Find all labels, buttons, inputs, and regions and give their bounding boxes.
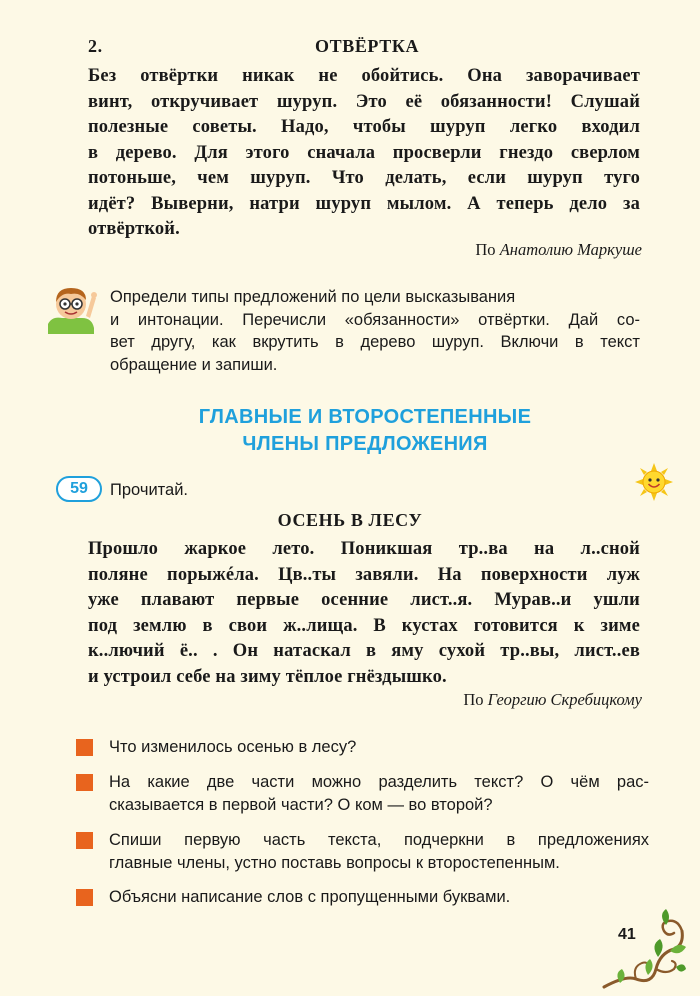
task-text	[110, 286, 640, 376]
question-item	[76, 886, 646, 910]
text-line: винт, откручивает шуруп. Это её обязанности! Слушай	[88, 91, 640, 112]
heading-line-2: ЧЛЕНЫ ПРЕДЛОЖЕНИЯ	[242, 433, 488, 455]
square-bullet-icon	[76, 739, 93, 756]
question-line: главные члены, устно поставь вопросы к второстепенным.	[109, 853, 560, 872]
task-line: обращение и запиши.	[110, 355, 278, 374]
text-line: потоньше, чем шуруп. Что делать, если шуруп туго	[88, 168, 640, 188]
question-line: Спиши первую часть текста, подчеркни в предложениях	[109, 831, 649, 849]
text-line: отвёрткой.	[88, 219, 180, 239]
question-text	[109, 736, 649, 759]
floral-ornament-icon	[596, 905, 688, 991]
author-attribution	[463, 690, 642, 710]
question-item	[76, 771, 649, 817]
author-prefix: По	[463, 690, 484, 709]
question-line: Что изменилось осенью в лесу?	[109, 738, 357, 756]
author-name: Анатолию Маркуше	[499, 240, 642, 259]
exercise-instruction: Прочитай.	[110, 481, 189, 499]
author-name: Георгию Скребицкому	[487, 690, 642, 709]
exercise-title: ОСЕНЬ В ЛЕСУ	[277, 510, 423, 530]
text-line: идёт? Выверни, натри шуруп мылом. А теперь дело за	[88, 193, 640, 214]
section-number: 2.	[88, 36, 103, 56]
text-osen-v-lesu	[88, 537, 640, 690]
text-line: в дерево. Для этого сначала просверли гнездо сверлом	[88, 142, 640, 163]
question-text	[109, 771, 649, 816]
text-otvertka	[88, 64, 640, 243]
text-line: Прошло жаркое лето. Поникшая тр..ва на л..сной	[88, 539, 640, 559]
author-attribution	[475, 240, 642, 260]
question-line: сказывается в первой части? О ком — во второй?	[109, 795, 493, 814]
task-line: вет другу, как вкрутить в дерево шуруп. Включи в текст	[110, 333, 640, 351]
question-line: Объясни написание слов с пропущенными буквами.	[109, 888, 511, 906]
smiling-sun-icon	[634, 462, 674, 502]
exercise-number: 59	[70, 480, 88, 497]
task-line: и интонации. Перечисли «обязанности» отвёртки. Дай со-	[110, 310, 640, 329]
boy-with-glasses-icon	[42, 282, 100, 334]
heading-line-1: ГЛАВНЫЕ И ВТОРОСТЕПЕННЫЕ	[198, 406, 532, 428]
text-line: к..лючий ё.. . Он натаскал в яму сухой тр..вы, лист..ев	[88, 641, 640, 661]
square-bullet-icon	[76, 774, 93, 791]
question-line: На какие две части можно разделить текст? О чём рас-	[109, 773, 649, 791]
exercise-number-badge	[56, 476, 102, 502]
task-line: Определи типы предложений по цели высказывания	[110, 288, 516, 306]
question-item	[76, 736, 646, 760]
text-line: Без отвёртки никак не обойтись. Она заворачивает	[88, 66, 640, 86]
text-line: поляне порыжéла. Цв..ты завяли. На поверхности луж	[88, 564, 640, 585]
question-item	[76, 829, 649, 875]
text-line: под землю в свои ж..лища. В кустах готовится к зиме	[88, 615, 640, 636]
square-bullet-icon	[76, 889, 93, 906]
text-line: уже плавают первые осенние лист..я. Мурав..и ушли	[88, 590, 640, 610]
page-number: 41	[618, 926, 636, 943]
text-line: полезные советы. Надо, чтобы шуруп легко входил	[88, 117, 640, 137]
section-title: ОТВЁРТКА	[315, 36, 420, 56]
question-text	[109, 829, 649, 874]
square-bullet-icon	[76, 832, 93, 849]
question-text	[109, 886, 649, 909]
text-line: и устроил себе на зиму тёплое гнёздышко.	[88, 666, 447, 687]
section-heading	[90, 404, 640, 458]
author-prefix: По	[475, 240, 496, 259]
